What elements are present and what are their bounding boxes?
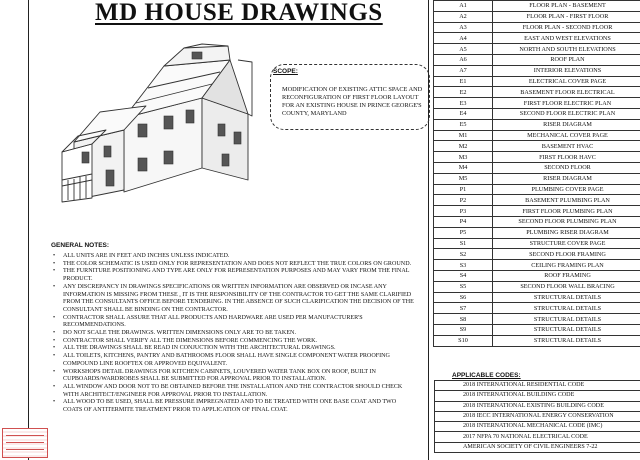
code-item: 2018 INTERNATIONAL EXISTING BUILDING CODE	[435, 401, 640, 411]
index-code: E2	[434, 87, 493, 98]
index-code: M1	[434, 130, 493, 141]
index-code: M2	[434, 141, 493, 152]
index-row	[434, 33, 640, 44]
code-row	[435, 422, 640, 432]
index-description: ELECTRICAL COVER PAGE	[493, 76, 640, 87]
index-row	[434, 119, 640, 130]
index-code: S4	[434, 270, 493, 281]
index-code: E1	[434, 76, 493, 87]
index-description: FIRST FLOOR ELECTRIC PLAN	[493, 98, 640, 109]
index-description: SECOND FLOOR WALL BRACING	[493, 281, 640, 292]
note-item: • THE FURNITURE POSITIONING AND TYPE ARE ONLY FOR REPRESENTATION PURPOSES AND MAY VARY FROM THE FINAL PRODUCT.	[52, 268, 416, 283]
index-description: FLOOR PLAN - FIRST FLOOR	[493, 11, 640, 22]
note-item: • ALL WINDOW AND DOOR NOT TO BE OBTAINED BEFORE THE INSTALLATION AND THE CONTRACTOR SHOULD CHECK WITH ARCHITECT/ENGINEER FOR APPROVAL PRIOR TO INSTALLATION.	[52, 384, 416, 399]
index-code: S9	[434, 324, 493, 335]
index-code: P2	[434, 195, 493, 206]
index-description: EAST AND WEST ELEVATIONS	[493, 33, 640, 44]
code-item: 2018 IECC INTERNATIONAL ENERGY CONSERVATION	[435, 411, 640, 421]
sheet-divider	[428, 0, 429, 460]
index-row	[434, 184, 640, 195]
house-isometric-drawing	[52, 40, 277, 205]
index-code: A3	[434, 22, 493, 33]
index-code: A5	[434, 44, 493, 55]
index-code: E5	[434, 119, 493, 130]
index-row	[434, 216, 640, 227]
index-description: RISER DIAGRAM	[493, 173, 640, 184]
note-item: • CONTRACTOR SHALL ASSURE THAT ALL PRODUCTS AND HARDWARE ARE USED PER MANUFACTURER'S RECOMMENDATIONS.	[52, 315, 416, 330]
sheet-title: MD HOUSE DRAWINGS	[95, 0, 383, 26]
index-row	[434, 130, 640, 141]
index-row	[434, 22, 640, 33]
code-item: 2018 INTERNATIONAL BUILDING CODE	[435, 391, 640, 401]
index-description: PLUMBING COVER PAGE	[493, 184, 640, 195]
index-row	[434, 173, 640, 184]
index-description: SECOND FLOOR FRAMING	[493, 249, 640, 260]
index-code: A7	[434, 65, 493, 76]
index-code: S3	[434, 260, 493, 271]
index-code: M5	[434, 173, 493, 184]
index-code: S2	[434, 249, 493, 260]
note-item: • ANY DISCREPANCY IN DRAWINGS SPECIFICATIONS OR WRITTEN INFORMATION ARE OBSERVED OR INCASE ANY INFORMATION IS MISSING FROM THESE , IT IS THE RESPONSIBILITY OF THE CONTRACTOR TO GET THE SAME CLARIFIED FROM THE CONSULTANTS OFFICE BEFORE TENDERING. IN THE ABSENCE OF SUCH CLARIFICATION THE DECISION OF THE CONSULTANT SHALL BE BINDING ON THE CONTRACTOR.	[52, 284, 416, 315]
index-code: E4	[434, 108, 493, 119]
applicable-codes-table	[434, 380, 640, 453]
index-row	[434, 152, 640, 163]
index-description: SECOND FLOOR PLUMBING PLAN	[493, 216, 640, 227]
general-notes-heading: GENERAL NOTES:	[51, 242, 110, 249]
index-description: CEILING FRAMING PLAN	[493, 260, 640, 271]
index-row	[434, 249, 640, 260]
index-row	[434, 270, 640, 281]
index-description: STRUCTURAL DETAILS	[493, 335, 640, 346]
index-description: BASEMENT PLUMBING PLAN	[493, 195, 640, 206]
index-description: INTERIOR ELEVATIONS	[493, 65, 640, 76]
code-row	[435, 391, 640, 401]
index-code: S10	[434, 335, 493, 346]
index-code: P3	[434, 206, 493, 217]
index-code: P4	[434, 216, 493, 227]
index-code: P5	[434, 227, 493, 238]
index-code: M4	[434, 162, 493, 173]
index-description: PLUMBING RISER DIAGRAM	[493, 227, 640, 238]
index-row	[434, 206, 640, 217]
index-description: SECOND FLOOR	[493, 162, 640, 173]
index-row	[434, 314, 640, 325]
index-description: FLOOR PLAN - BASEMENT	[493, 1, 640, 12]
index-description: STRUCTURAL DETAILS	[493, 292, 640, 303]
index-code: S6	[434, 292, 493, 303]
code-item: AMERICAN SOCIETY OF CIVIL ENGINEERS 7-22	[435, 442, 640, 452]
sheet-border-left	[28, 0, 29, 460]
index-description: FLOOR PLAN - SECOND FLOOR	[493, 22, 640, 33]
code-item: 2018 INTERNATIONAL MECHANICAL CODE (IMC)	[435, 422, 640, 432]
engineer-stamp	[2, 428, 48, 458]
note-item: • WORKSHOPS DETAIL DRAWINGS FOR KITCHEN CABINETS, LOUVERED WATER TANK BOX ON ROOF, BUILT IN CUPBOARDS/WARDROBES SHALL BE SUBMITTED FOR APPROVAL PRIOR TO INSTALLATION.	[52, 369, 416, 384]
index-code: S1	[434, 238, 493, 249]
index-description: RISER DIAGRAM	[493, 119, 640, 130]
index-code: S8	[434, 314, 493, 325]
index-code: A6	[434, 54, 493, 65]
index-row	[434, 108, 640, 119]
scope-text: MODIFICATION OF EXISTING ATTIC SPACE AND RECONFIGURATION OF FIRST FLOOR LAYOUT FOR AN EXISTING HOUSE IN PRINCE GEORGE'S COUNTY, MARYLAND	[282, 86, 423, 118]
note-item: • DO NOT SCALE THE DRAWINGS. WRITTEN DIMENSIONS ONLY ARE TO BE TAKEN.	[52, 330, 416, 338]
index-code: E3	[434, 98, 493, 109]
index-code: P1	[434, 184, 493, 195]
index-row	[434, 11, 640, 22]
general-notes-list	[52, 253, 416, 415]
index-code: M3	[434, 152, 493, 163]
index-row	[434, 260, 640, 271]
code-row	[435, 381, 640, 391]
code-row	[435, 411, 640, 421]
index-description: FIRST FLOOR HAVC	[493, 152, 640, 163]
index-row	[434, 335, 640, 346]
index-description: ROOF FRAMING	[493, 270, 640, 281]
index-description: FIRST FLOOR PLUMBING PLAN	[493, 206, 640, 217]
index-description: STRUCTURE COVER PAGE	[493, 238, 640, 249]
index-row	[434, 44, 640, 55]
index-description: STRUCTURAL DETAILS	[493, 314, 640, 325]
index-row	[434, 54, 640, 65]
index-code: A1	[434, 1, 493, 12]
note-item: • CONTRACTOR SHALL VERIFY ALL THE DIMENSIONS BEFORE COMMENCING THE WORK.	[52, 338, 416, 346]
index-description: BASEMENT HVAC	[493, 141, 640, 152]
index-code: S7	[434, 303, 493, 314]
index-row	[434, 1, 640, 12]
scope-heading: SCOPE:	[273, 68, 298, 75]
note-item: • THE COLOR SCHEMATIC IS USED ONLY FOR REPRESENTATION AND DOES NOT REFLECT THE TRUE COLORS ON GROUND.	[52, 261, 416, 269]
code-row	[435, 401, 640, 411]
index-row	[434, 141, 640, 152]
index-description: STRUCTURAL DETAILS	[493, 303, 640, 314]
index-description: SECOND FLOOR ELECTRIC PLAN	[493, 108, 640, 119]
index-code: A4	[434, 33, 493, 44]
note-item: • ALL THE DRAWINGS SHALL BE READ IN CONJUCTION WITH THE ARCHITECTURAL DRAWINGS.	[52, 345, 416, 353]
index-row	[434, 76, 640, 87]
index-row	[434, 98, 640, 109]
index-row	[434, 292, 640, 303]
applicable-codes-heading: APPLICABLE CODES:	[452, 372, 521, 379]
index-code: A2	[434, 11, 493, 22]
index-description: NORTH AND SOUTH ELEVATIONS	[493, 44, 640, 55]
index-row	[434, 195, 640, 206]
drawing-index-table	[433, 0, 640, 347]
index-row	[434, 238, 640, 249]
index-description: BASEMENT FLOOR ELECTRICAL	[493, 87, 640, 98]
index-row	[434, 324, 640, 335]
index-description: MECHANICAL COVER PAGE	[493, 130, 640, 141]
index-description: STRUCTURAL DETAILS	[493, 324, 640, 335]
code-row	[435, 442, 640, 452]
index-row	[434, 303, 640, 314]
code-row	[435, 432, 640, 442]
index-row	[434, 162, 640, 173]
index-description: ROOF PLAN	[493, 54, 640, 65]
code-item: 2017 NFPA 70 NATIONAL ELECTRICAL CODE	[435, 432, 640, 442]
index-row	[434, 227, 640, 238]
index-row	[434, 281, 640, 292]
index-code: S5	[434, 281, 493, 292]
index-row	[434, 65, 640, 76]
note-item: • ALL WOOD TO BE USED, SHALL BE PRESSURE IMPREGNATED AND TO BE TREATED WITH ONE BASE COAT AND TWO COATS OF ANTITERMITE TREATMENT PRIOR TO APPLICATION OF FINAL COAT.	[52, 399, 416, 414]
note-item: • ALL TOILETS, KITCHENS, PANTRY AND BATHROOMS FLOOR SHALL HAVE SINGLE COMPONENT WATER PROOFING COMPOUND LINE ROOFTEX OR APPROVED EQUIVALENT.	[52, 353, 416, 368]
index-row	[434, 87, 640, 98]
note-item: • ALL UNITS ARE IN FEET AND INCHES UNLESS INDICATED.	[52, 253, 416, 261]
code-item: 2018 INTERNATIONAL RESIDENTIAL CODE	[435, 381, 640, 391]
